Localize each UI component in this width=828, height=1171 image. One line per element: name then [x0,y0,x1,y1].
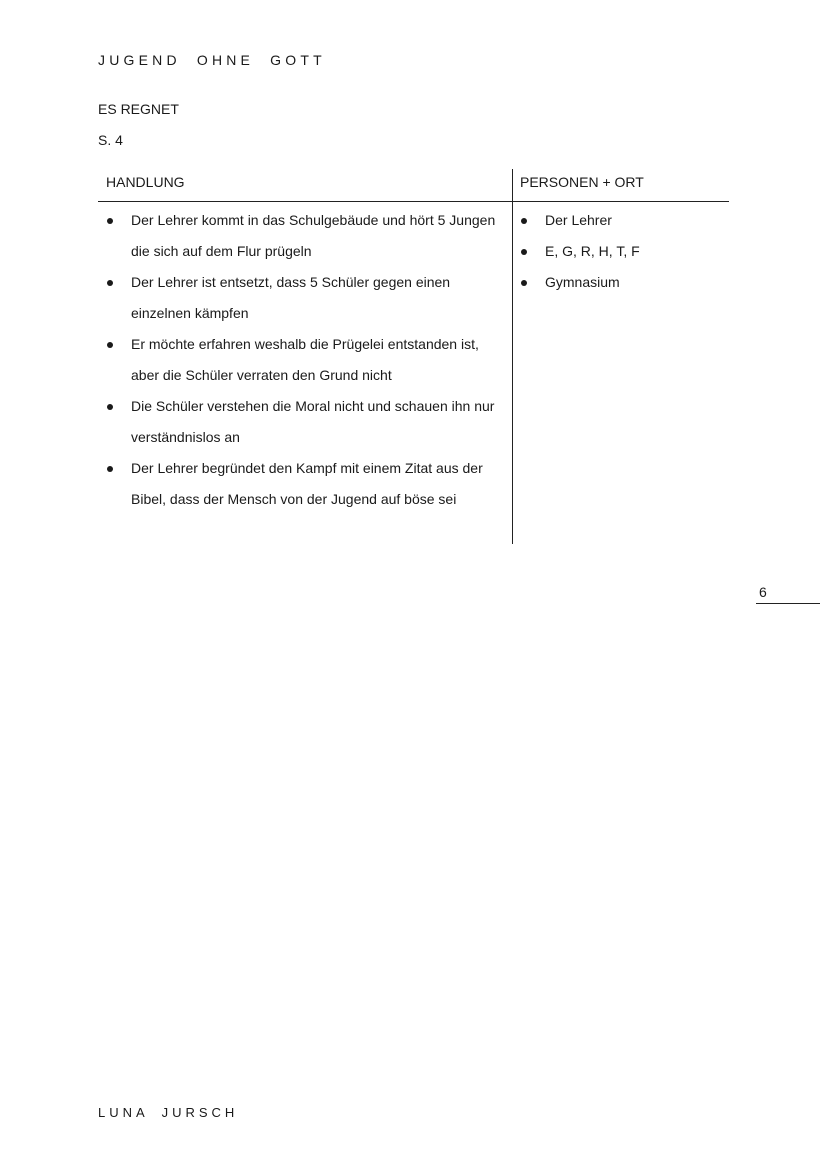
bullet-icon [521,249,527,255]
bullet-icon [521,218,527,224]
list-item [104,329,509,391]
list-item [104,453,509,515]
personen-item-text: Gymnasium [545,274,620,290]
bullet-icon [521,280,527,286]
table-column-divider [512,169,513,544]
footer-author: LUNA JURSCH [98,1105,239,1120]
chapter-title: ES REGNET [98,101,179,117]
bullet-icon [107,404,113,410]
handlung-item-text: Der Lehrer kommt in das Schulgebäude und hört 5 Jungen die sich auf dem Flur prügeln [131,212,496,259]
personen-item-text: E, G, R, H, T, F [545,243,640,259]
handlung-item-text: Er möchte erfahren weshalb die Prügelei entstanden ist, aber die Schüler verraten den Grund nicht [131,336,479,383]
handlung-item-text: Die Schüler verstehen die Moral nicht und schauen ihn nur verständnislos an [131,398,495,445]
personen-item-text: Der Lehrer [545,212,612,228]
table-header-rule [98,201,729,202]
list-item [104,267,509,329]
page-number-rule [756,603,820,604]
personen-ort-list [518,205,723,298]
document-header-title: JUGEND OHNE GOTT [98,52,326,68]
list-item [518,236,723,267]
list-item [104,205,509,267]
bullet-icon [107,342,113,348]
handlung-column-header: HANDLUNG [106,174,185,190]
handlung-item-text: Der Lehrer ist entsetzt, dass 5 Schüler gegen einen einzelnen kämpfen [131,274,451,321]
page-number: 6 [759,584,767,600]
bullet-icon [107,466,113,472]
list-item [104,391,509,453]
list-item [518,267,723,298]
list-item [518,205,723,236]
bullet-icon [107,218,113,224]
bullet-icon [107,280,113,286]
handlung-item-text: Der Lehrer begründet den Kampf mit einem Zitat aus der Bibel, dass der Mensch von der Jugend auf böse sei [131,460,483,507]
handlung-list [104,205,509,515]
personen-ort-column-header: PERSONEN + ORT [520,174,644,190]
page-reference: S. 4 [98,132,123,148]
